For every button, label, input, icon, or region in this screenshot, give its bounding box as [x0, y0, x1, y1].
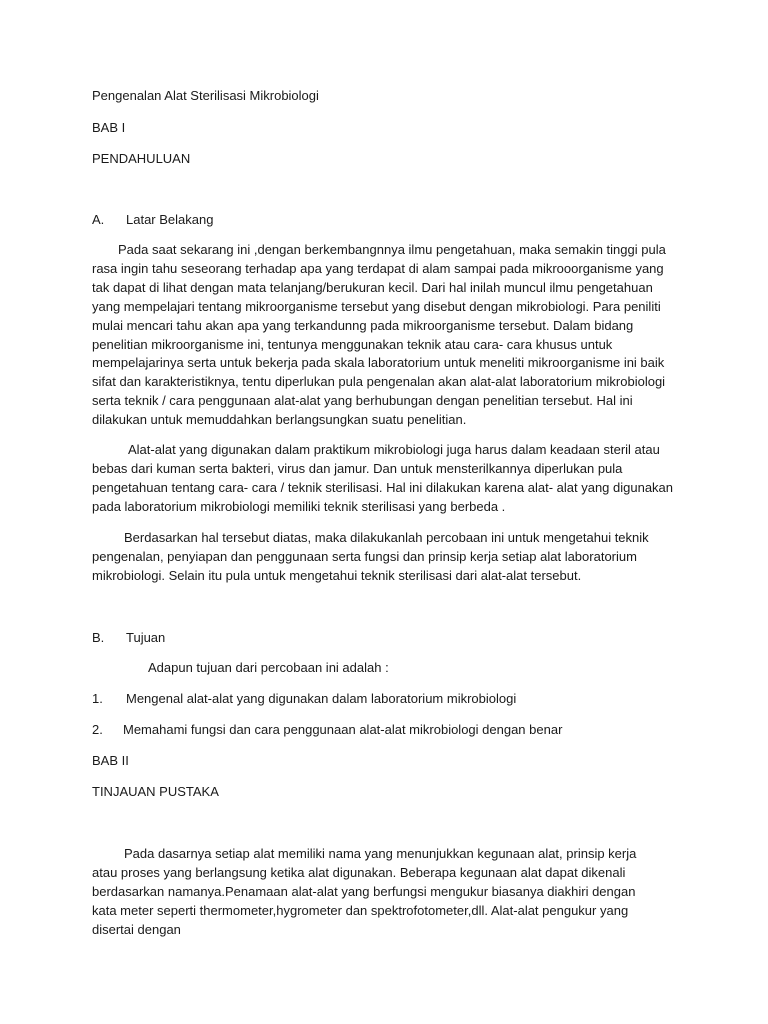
paragraph-a2-text: Alat-alat yang digunakan dalam praktikum mikrobiologi juga harus dalam keadaan steril atau bebas dari kuman serta bakteri, virus dan jamur. Dan untuk mensterilkannya diperlukan pula pengetahuan tentang cara- cara / teknik sterilisasi. Hal ini dilakukan karena alat- alat yang digunakan pada laboratorium mikrobiologi memiliki teknik sterilisasi yang berbeda . [92, 442, 674, 514]
tujuan-intro: Adapun tujuan dari percobaan ini adalah : [148, 660, 389, 675]
document-title: Pengenalan Alat Sterilisasi Mikrobiologi [92, 88, 319, 103]
paragraph-a2 [92, 441, 680, 517]
section-a-heading [92, 211, 213, 229]
section-a-title: Latar Belakang [126, 212, 214, 227]
paragraph-b2 [92, 845, 652, 940]
list-item [92, 721, 562, 739]
chapter-2-title: TINJAUAN PUSTAKA [92, 784, 219, 799]
paragraph-a1-text: Pada saat sekarang ini ,dengan berkembangnnya ilmu pengetahuan, maka semakin tinggi pula rasa ingin tahu seseorang terhadap apa yang terdapat di alam sampai pada mikrooorganisme yang tak dapat di lihat dengan mata telanjang/berukuran kecil. Dari hal inilah muncul ilmu pengetahuan yang mempelajari tentang mikroorganisme tersebut yang disebut dengan mikrobiologi. Para peniliti mulai mencari tahu akan apa yang terkandunng pada mikroorganisme tersebut. Dalam bidang penelitian mikroorganisme ini, tentunya menggunakan teknik atau cara- cara khusus untuk mempelajarinya serta untuk bekerja pada skala laboratorium untuk meneliti mikroorganisme ini baik sifat dan karakteristiknya, tentu diperlukan pula pengenalan akan alat-alat laboratorium mikrobiologi serta teknik / cara penggunaan alat-alat yang berhubungan dengan penelitian tersebut. Hal ini dilakukan untuk memuddahkan berlangsungkan suatu penelitian. [92, 242, 666, 428]
section-a-label: A. [92, 212, 105, 227]
paragraph-a1 [92, 241, 682, 430]
list-item-text: Memahami fungsi dan cara penggunaan alat-alat mikrobiologi dengan benar [123, 722, 563, 737]
paragraph-a3-text: Berdasarkan hal tersebut diatas, maka dilakukanlah percobaan ini untuk mengetahui teknik pengenalan, penyiapan dan penggunaan serta fungsi dan prinsip kerja setiap alat laboratorium mikrobiologi. Selain itu pula untuk mengetahui teknik sterilisasi dari alat-alat tersebut. [92, 530, 649, 583]
paragraph-a3 [92, 529, 654, 586]
section-b-title: Tujuan [126, 630, 166, 645]
list-item-number: 2. [92, 722, 103, 737]
chapter-1-label: BAB I [92, 120, 126, 135]
chapter-1-title: PENDAHULUAN [92, 151, 191, 166]
list-item-text: Mengenal alat-alat yang digunakan dalam laboratorium mikrobiologi [126, 691, 517, 706]
list-item [92, 690, 516, 708]
section-b-heading [92, 629, 165, 647]
chapter-2-label: BAB II [92, 753, 129, 768]
section-b-label: B. [92, 630, 105, 645]
list-item-number: 1. [92, 691, 103, 706]
paragraph-b2-text: Pada dasarnya setiap alat memiliki nama yang menunjukkan kegunaan alat, prinsip kerja atau proses yang berlangsung ketika alat digunakan. Beberapa kegunaan alat dapat dikenali berdasarkan namanya.Penamaan alat-alat yang berfungsi mengukur biasanya diakhiri dengan kata meter seperti thermometer,hygrometer dan spektrofotometer,dll. Alat-alat pengukur yang disertai dengan [92, 846, 637, 937]
